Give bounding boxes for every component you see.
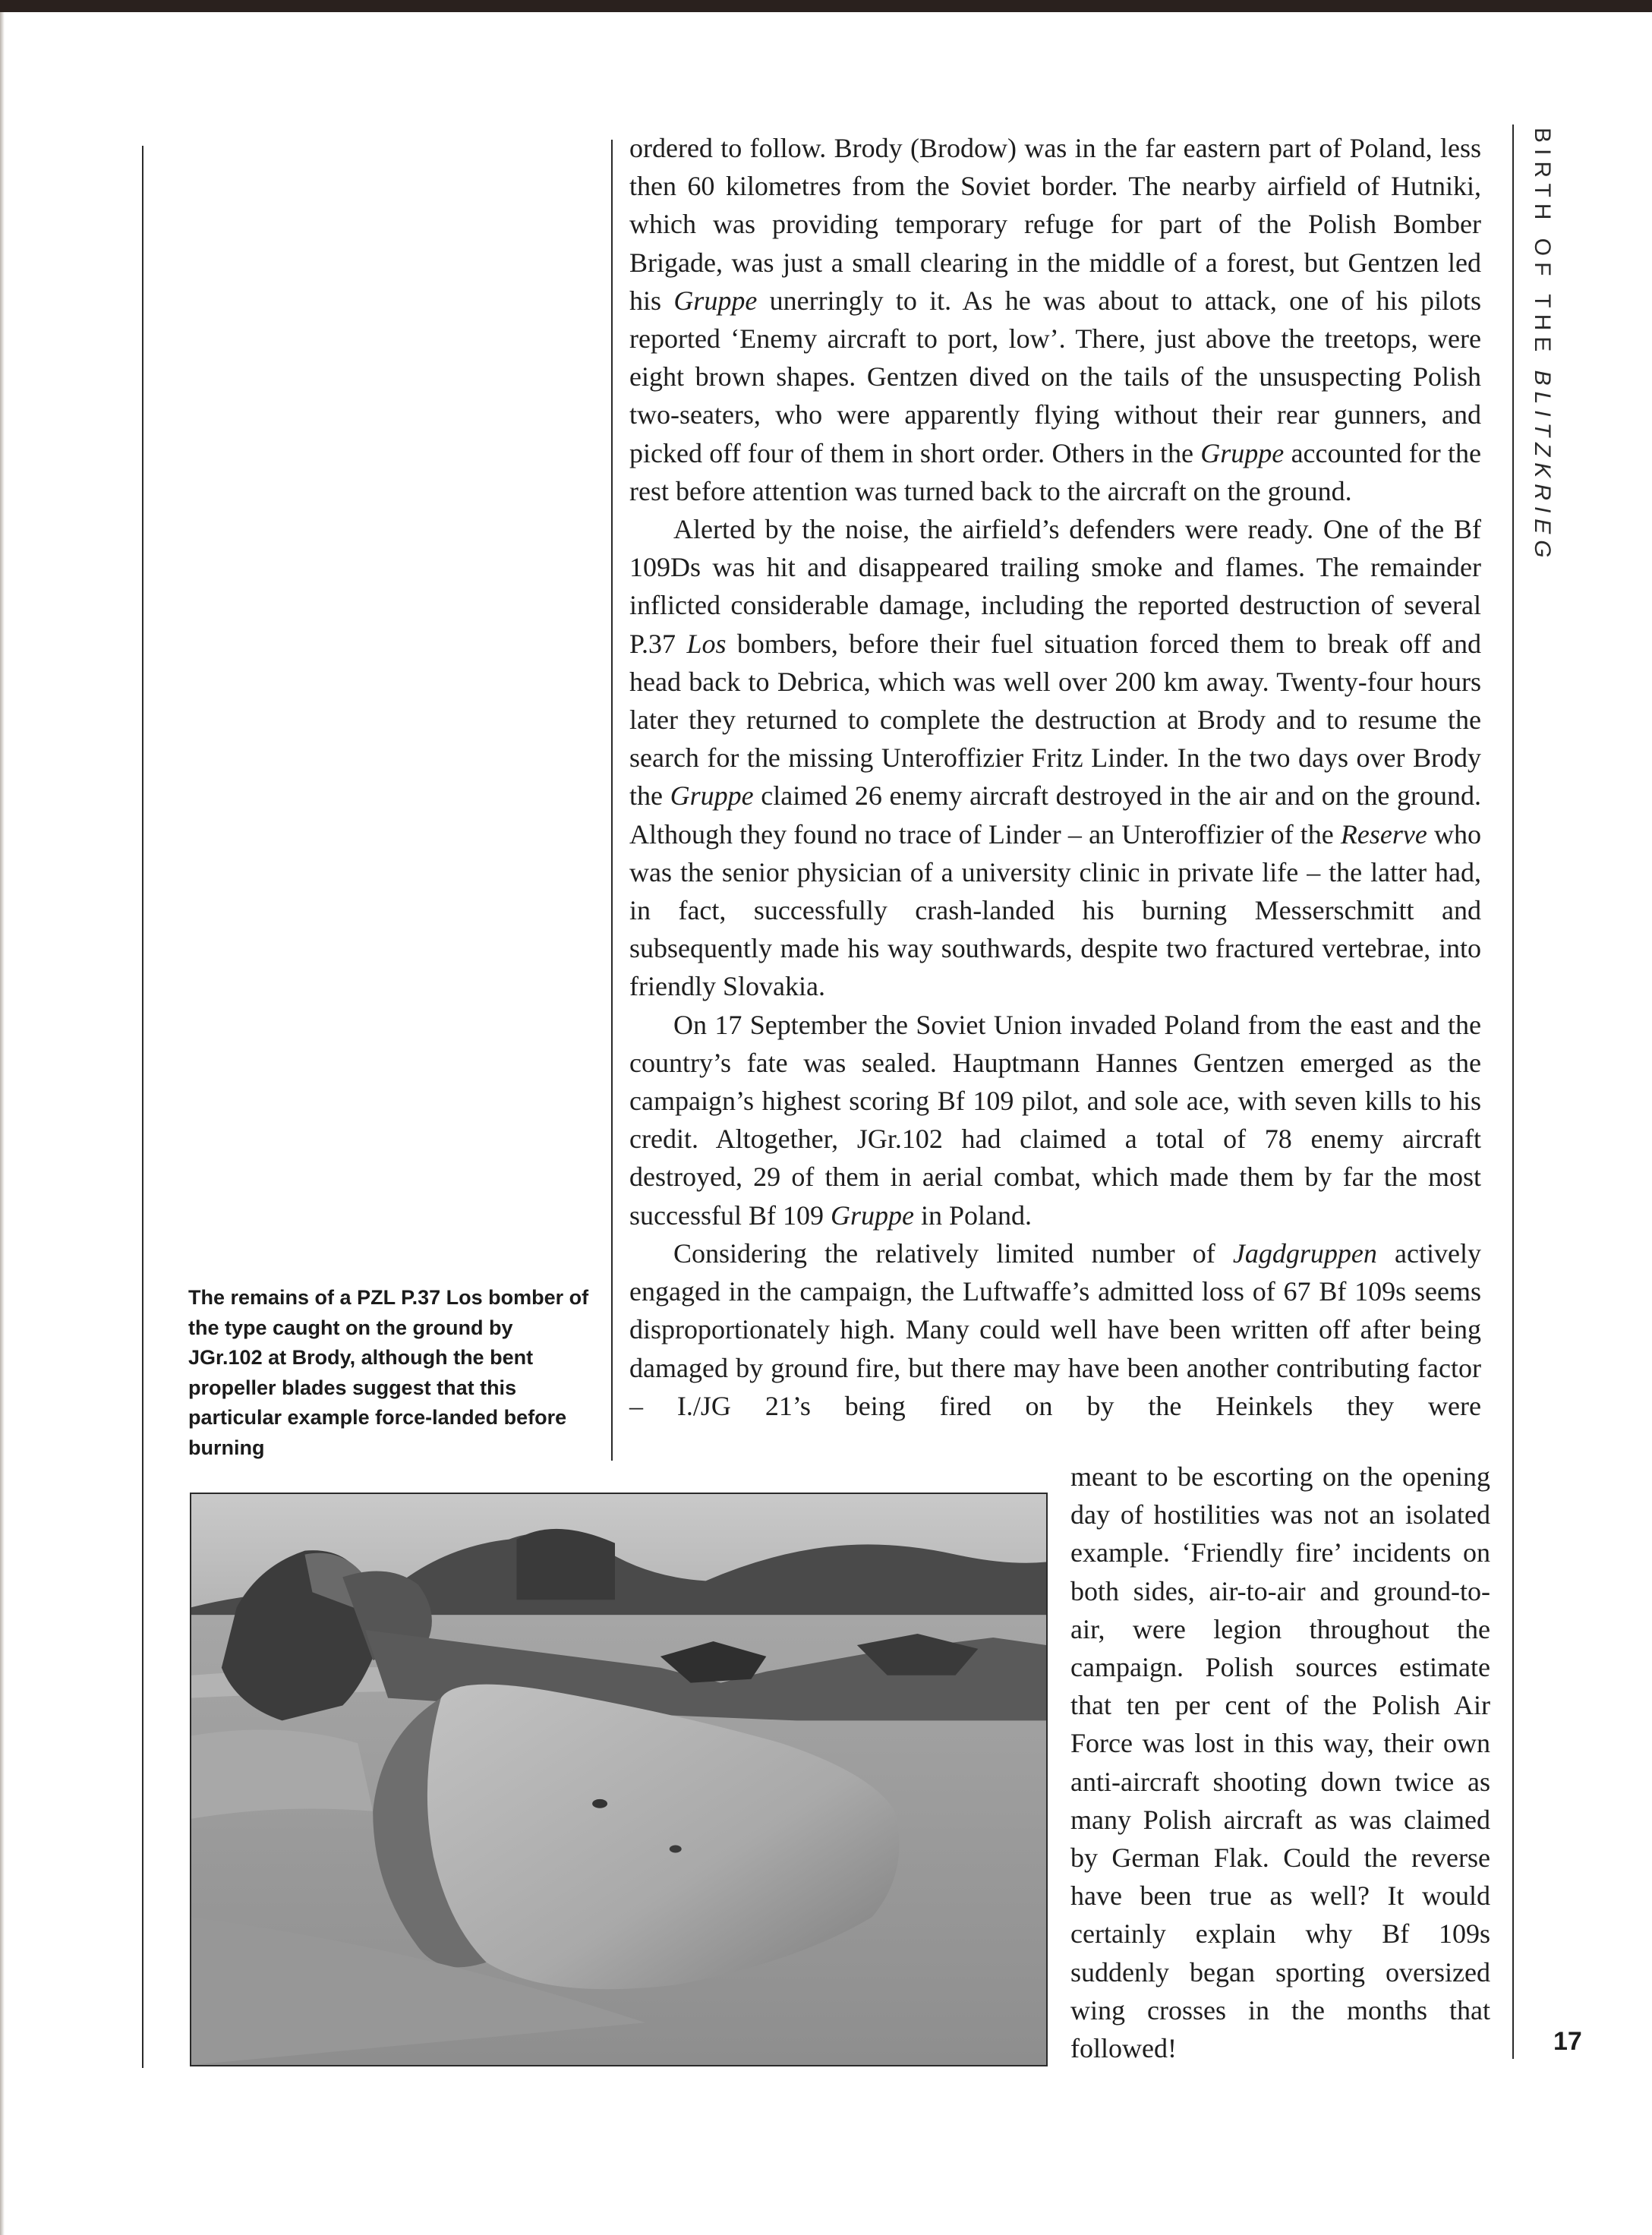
paragraph [629, 1234, 1481, 1425]
italic-term: Gruppe [670, 780, 754, 812]
body-text-continued [1070, 1458, 1490, 2067]
wreck-photo [190, 1493, 1048, 2066]
paragraph [629, 510, 1481, 1006]
running-head-part: BIRTH OF THE [1530, 128, 1555, 370]
text-run: who was the senior physician of a university clinic in private life – the latter had, in fact, successfully crash-landed his burning Messerschmitt and subsequently made his way southwards, despite two fractured vertebrae, into friendly Slovakia. [629, 818, 1481, 1002]
scan-top-edge [0, 0, 1652, 12]
wreck-photo-drawing [191, 1494, 1046, 2065]
text-run: Alerted by the noise, the airfield’s defenders were ready. One of the Bf 109Ds was hit and disappeared trailing smoke and flames. The remainder inflicted considerable damage, including the reported destruction of several P.37 [629, 514, 1481, 659]
photo-caption: The remains of a PZL P.37 Los bomber of the type caught on the ground by JGr.102 at Brody, although the bent propeller blades suggest that this particular example force-landed before burning [188, 1286, 589, 1459]
paragraph-continued: meant to be escorting on the opening day of hostilities was not an isolated example. ‘Friendly fire’ incidents on both sides, air-to-air and ground-to-air, were legion throughout the campaign. Polish sources estimate that ten per cent of the Polish Air Force was lost in this way, their own anti-aircraft shooting down twice as many Polish aircraft as was claimed by German Flak. Could the reverse have been true as well? It would certainly explain why Bf 109s suddenly began sporting oversized wing crosses in the months that followed! [1070, 1461, 1490, 2064]
body-text [629, 129, 1481, 1425]
text-run: claimed 26 enemy aircraft destroyed in the air and on the ground. Although they found no trace of Linder – an Unteroffizier of the [629, 780, 1481, 850]
page-number: 17 [1553, 2027, 1582, 2056]
italic-term: Los [686, 628, 727, 659]
text-run: ordered to follow. Brody (Brodow) was in the far eastern part of Poland, less then 60 kilometres from the Soviet border. The nearby airfield of Hutniki, which was providing temporary refuge for part of the Polish Bomber Brigade, was just a small clearing in the middle of a forest, but Gentzen led his [629, 133, 1481, 316]
scan-left-edge [0, 12, 5, 2235]
text-run: On 17 September the Soviet Union invaded Poland from the east and the country’s fate was sealed. Hauptmann Hannes Gentzen emerged as the campaign’s highest scoring Bf 109 pilot, and sole ace, with seven kills to his credit. Altogether, JGr.102 had claimed a total of 78 enemy aircraft destroyed, 29 of them in aerial combat, which made them by far the most successful Bf 109 [629, 1009, 1481, 1231]
caption-column-rule [611, 140, 613, 1461]
running-head-italic: BLITZKRIEG [1530, 370, 1555, 564]
left-column-rule [142, 146, 143, 2068]
italic-term: Gruppe [830, 1199, 914, 1231]
paragraph [629, 129, 1481, 510]
running-head [1521, 128, 1555, 564]
text-run: in Poland. [913, 1199, 1032, 1231]
text-run: actively engaged in the campaign, the Luftwaffe’s admitted loss of 67 Bf 109s seems disproportionately high. Many could well have been written off after being damaged by ground fire, but there may have been another contributing factor – I./JG 21’s being fired on by the Heinkels they were [629, 1237, 1481, 1421]
italic-term: Gruppe [1200, 437, 1285, 468]
text-run: unerringly to it. As he was about to attack, one of his pilots reported ‘Enemy aircraft to port, low’. There, just above the treetops, were eight brown shapes. Gentzen dived on the tails of the unsuspecting Polish two-seaters, who were apparently flying without their rear gunners, and picked off four of them in short order. Others in the [629, 285, 1481, 468]
italic-term: Jagdgruppen [1232, 1237, 1377, 1269]
text-run: bombers, before their fuel situation forced them to break off and head back to Debrica, which was well over 200 km away. Twenty-four hours later they returned to complete the destruction at Brody and to resume the search for the missing Unteroffizier Fritz Linder. In the two days over Brody the [629, 628, 1482, 812]
text-run: Considering the relatively limited number of [673, 1237, 1233, 1269]
text-run: accounted for the rest before attention was turned back to the aircraft on the ground. [629, 437, 1482, 506]
paragraph [629, 1006, 1481, 1234]
italic-term: Gruppe [673, 285, 758, 316]
right-margin-rule [1512, 125, 1514, 2059]
italic-term: Reserve [1340, 818, 1427, 850]
